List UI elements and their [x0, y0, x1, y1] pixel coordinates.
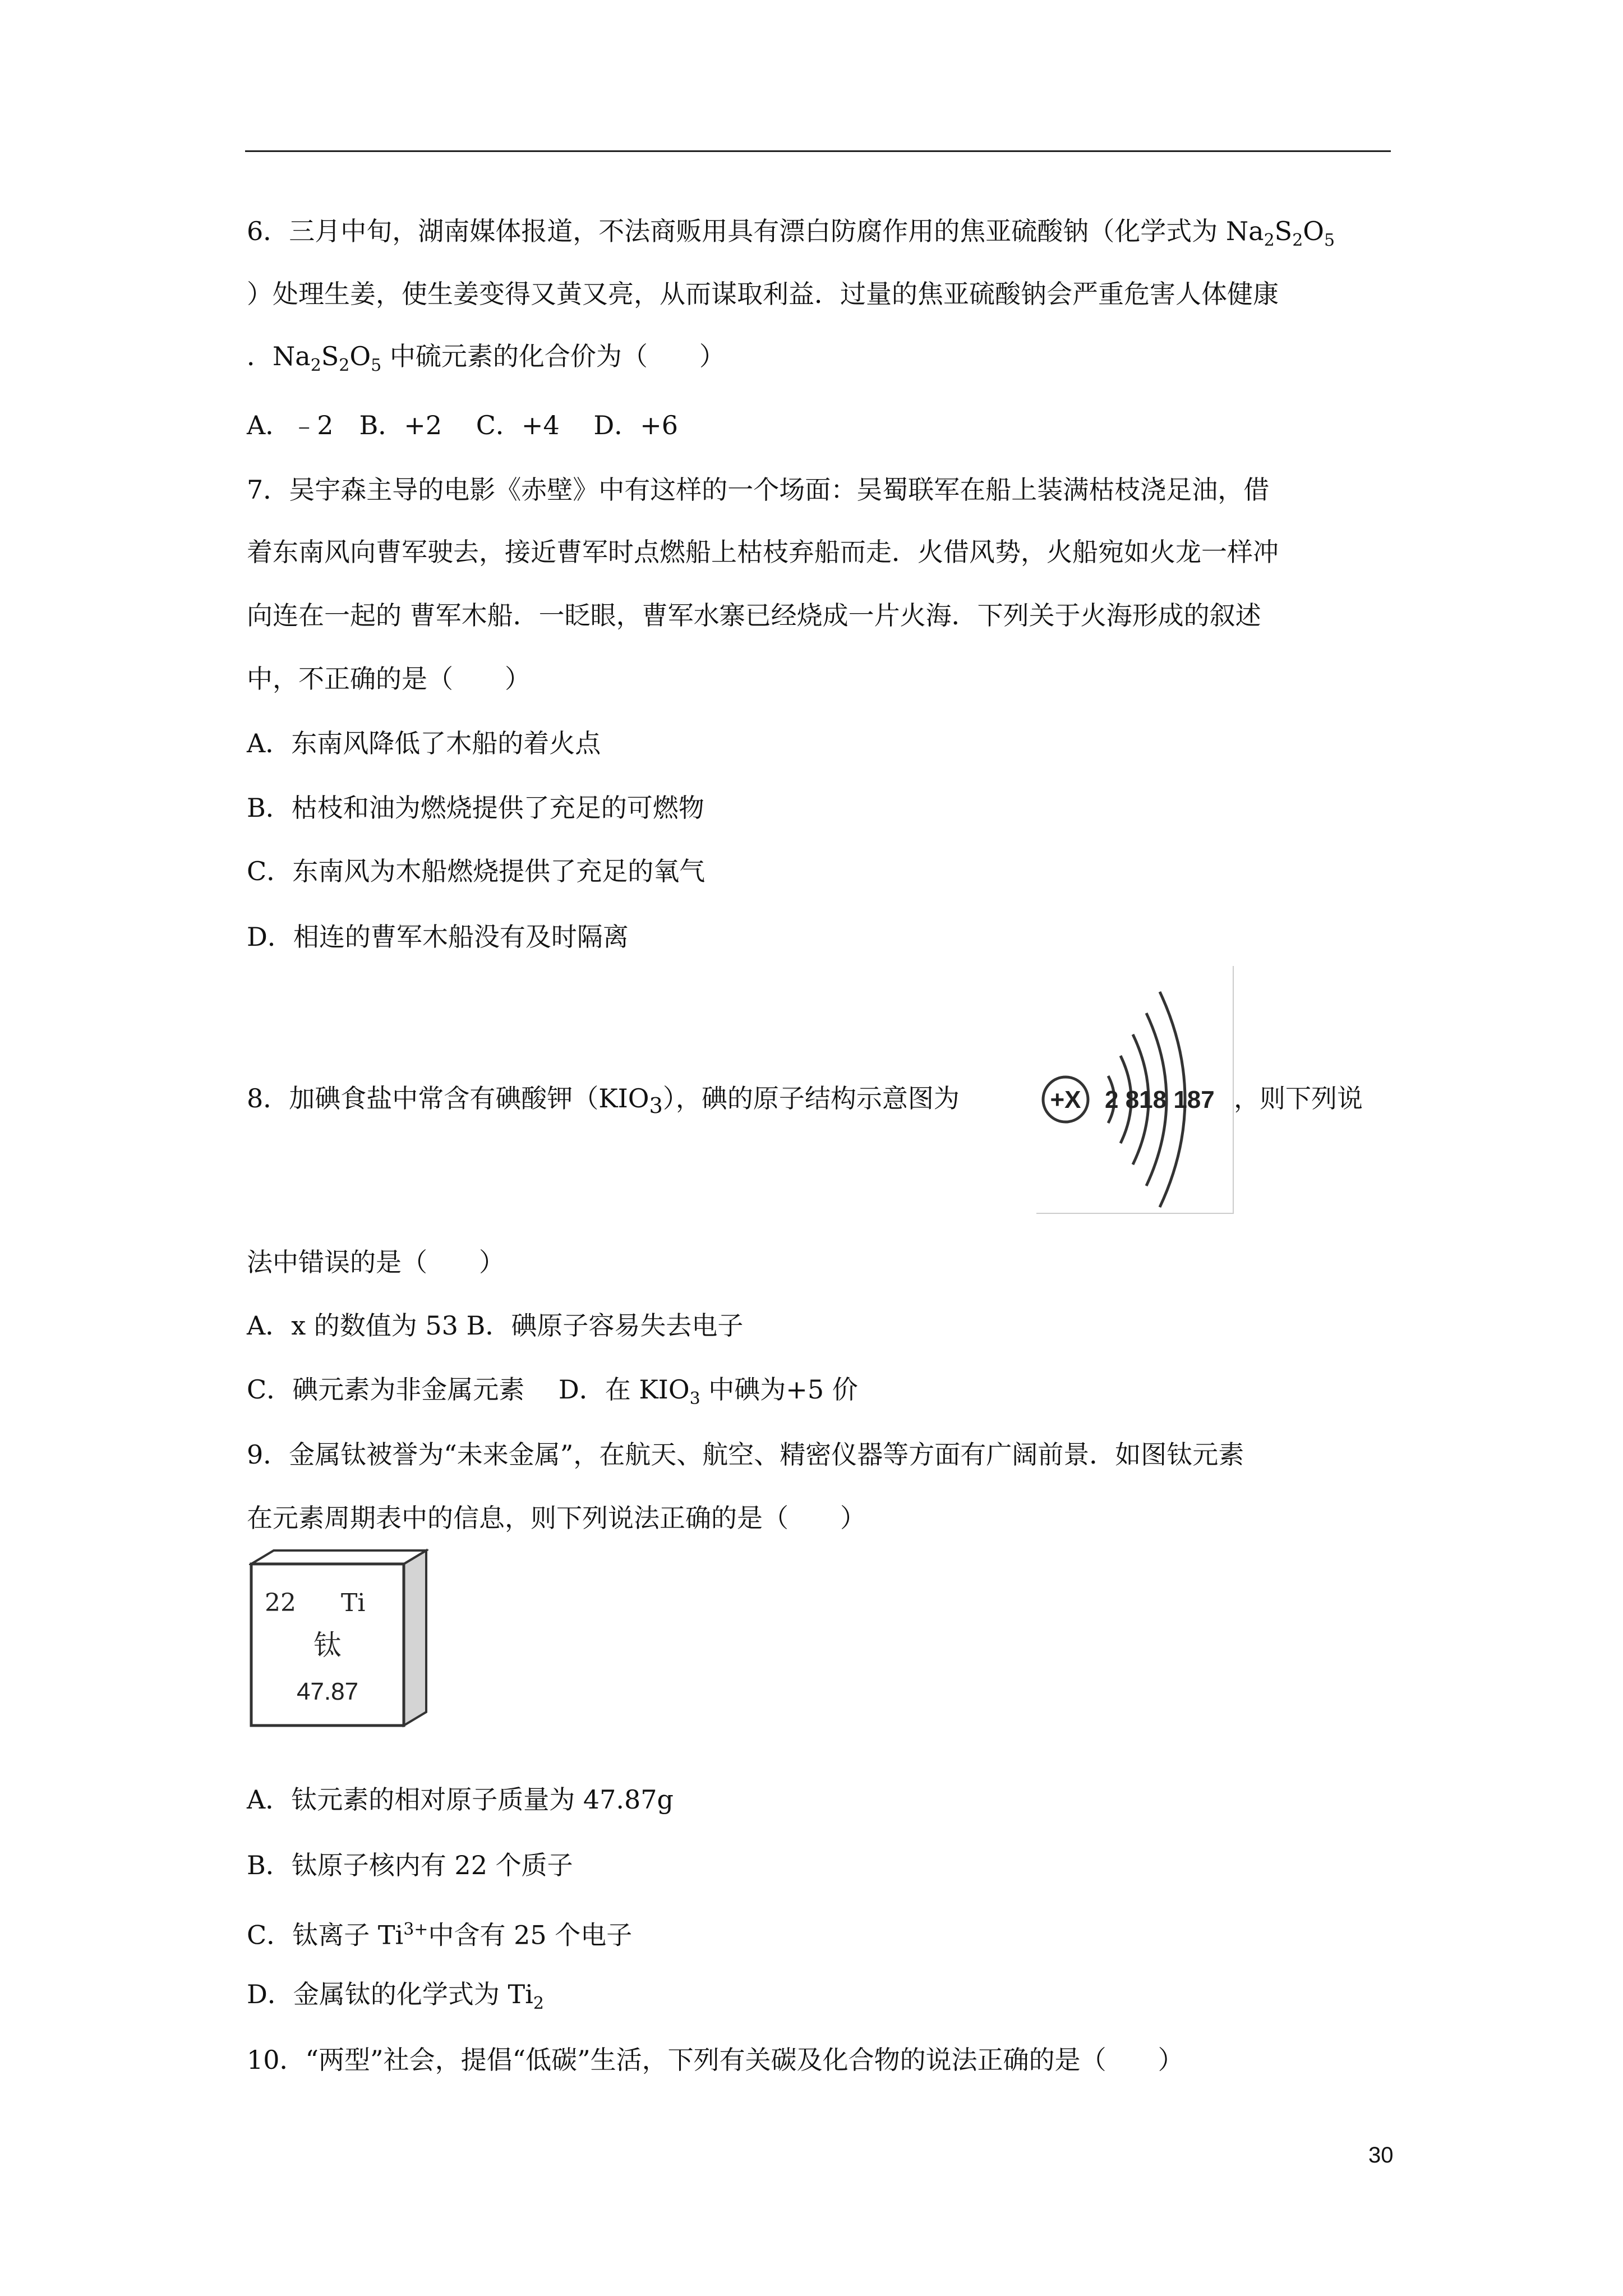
- q7-option-c: C．东南风为木船燃烧提供了充足的氧气: [247, 856, 706, 886]
- element-symbol: Ti: [341, 1589, 366, 1617]
- q9-option-c: C．钛离子 $Ti^{3+}$中含有 25 个电子: [247, 1920, 633, 1950]
- q8-line-1-end: ，则下列说: [1234, 1083, 1363, 1114]
- element-name: 钛: [313, 1629, 342, 1662]
- q7-option-a: A．东南风降低了木船的着火点: [247, 728, 601, 758]
- atomic-number: 22: [265, 1589, 296, 1617]
- q7-line-2: 着东南风向曹军驶去，接近曹军时点燃船上枯枝弃船而走．火借风势，火船宛如火龙一样冲: [247, 537, 1279, 567]
- header-rule: [245, 150, 1391, 152]
- q9-line-1: 9．金属钛被誉为“未来金属”，在航天、航空、精密仪器等方面有广阔前景．如图钛元素: [247, 1439, 1244, 1470]
- q8-line-2: 法中错误的是（ ）: [247, 1247, 505, 1277]
- q7-option-d: D．相连的曹军木船没有及时隔离: [247, 922, 629, 952]
- iodine-atom-structure-diagram: [1036, 966, 1234, 1214]
- q9-option-a: A．钛元素的相对原子质量为 47.87g: [247, 1784, 674, 1815]
- q9-option-b: B．钛原子核内有 22 个质子: [247, 1850, 573, 1880]
- titanium-periodic-table-cell: [249, 1548, 428, 1728]
- q8-line-1-start: 8．加碘食盐中常含有碘酸钾$(KIO_3)$，碘的原子结构示意图为: [247, 1083, 960, 1119]
- atom-diagram-svg: [1036, 966, 1233, 1213]
- atomic-mass: 47.87: [296, 1678, 359, 1705]
- cube-top-face: [251, 1550, 426, 1564]
- atom-nucleus-label: +X: [1050, 1086, 1081, 1114]
- atom-shells-label: 2 818 187: [1105, 1086, 1215, 1114]
- q6-line-3: ．$Na_2S_2O_5$ 中硫元素的化合价为（ ）: [247, 341, 725, 376]
- q8-options-cd: C．碘元素为非金属元素 D．在 $KIO_3$ 中碘为+5 价: [247, 1374, 858, 1409]
- q9-option-d: D．金属钛的化学式为 $Ti_2$: [247, 1979, 544, 2014]
- q6-options: A．﹣2 B．+2 C．+4 D．+6: [247, 410, 679, 440]
- q6-line-1: 6．三月中旬，湖南媒体报道，不法商贩用具有漂白防腐作用的焦亚硫酸钠（化学式为 $Na_2S_2O_5$: [247, 216, 1335, 251]
- q7-line-1: 7．吴宇森主导的电影《赤壁》中有这样的一个场面：吴蜀联军在船上装满枯枝浇足油，借: [247, 475, 1270, 505]
- q10-line-1: 10．“两型”社会，提倡“低碳”生活，下列有关碳及化合物的说法正确的是（ ）: [247, 2045, 1184, 2075]
- q9-line-2: 在元素周期表中的信息，则下列说法正确的是（ ）: [247, 1503, 866, 1533]
- q7-line-4: 中，不正确的是（ ）: [247, 664, 531, 694]
- q8-options-ab: A．x 的数值为 53 B．碘原子容易失去电子: [247, 1310, 744, 1341]
- q7-line-3: 向连在一起的 曹军木船．一眨眼，曹军水寨已经烧成一片火海．下列关于火海形成的叙述: [247, 600, 1261, 631]
- q7-option-b: B．枯枝和油为燃烧提供了充足的可燃物: [247, 793, 704, 823]
- page-number: 30: [1368, 2143, 1394, 2168]
- q6-line-2: ）处理生姜，使生姜变得又黄又亮，从而谋取利益．过量的焦亚硫酸钠会严重危害人体健康: [247, 279, 1279, 309]
- cube-side-face: [404, 1550, 426, 1726]
- titanium-cell-svg: [249, 1548, 428, 1728]
